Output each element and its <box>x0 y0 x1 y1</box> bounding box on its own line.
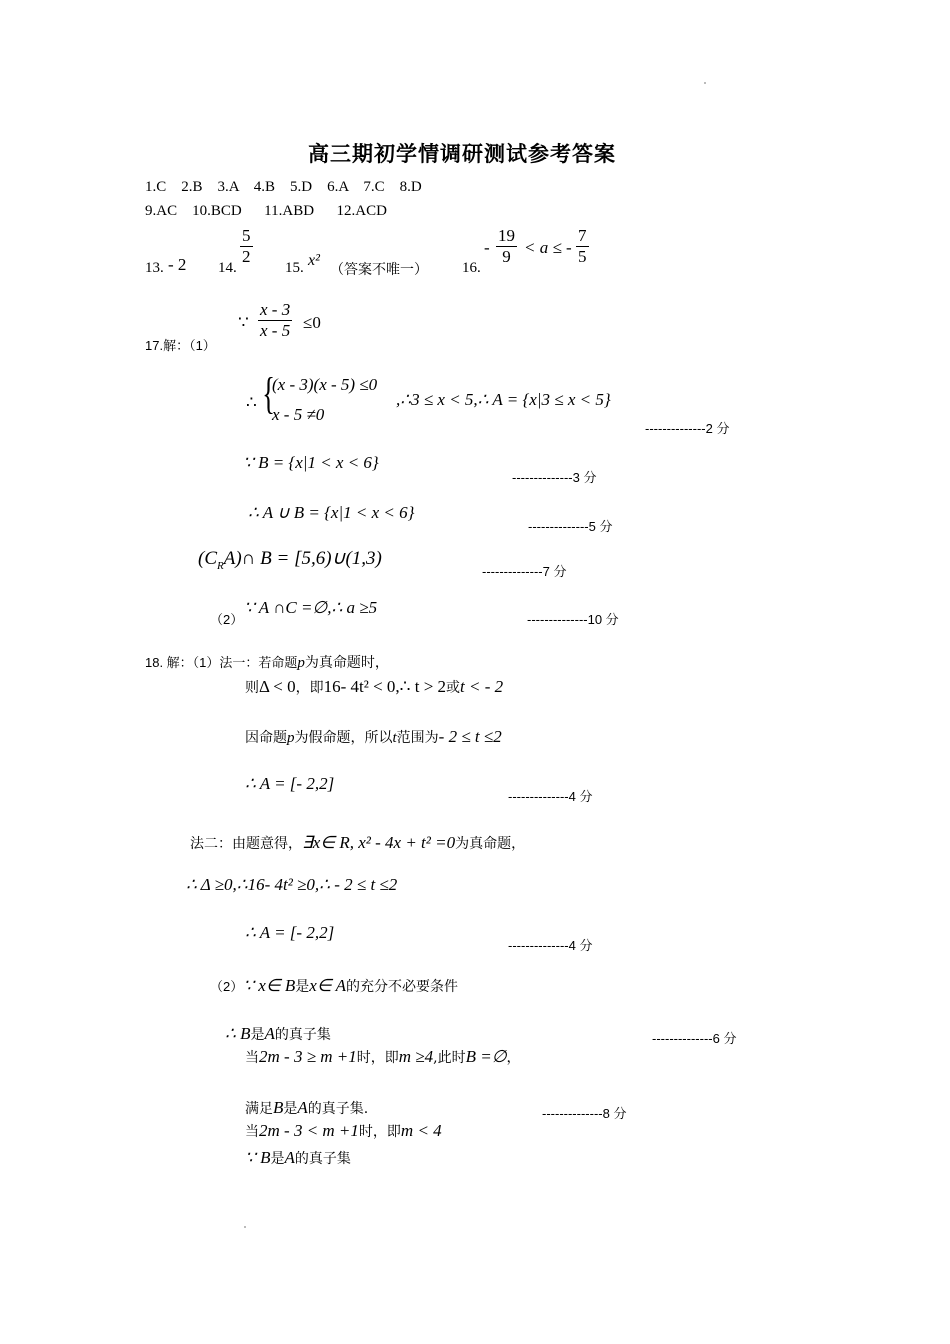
q16-middle: < a ≤ - <box>524 238 572 257</box>
q14-answer-fraction <box>240 226 253 267</box>
q18-score-2: --------------4 分 <box>508 938 593 953</box>
q18-p2-l4-c: 是 <box>283 1101 298 1117</box>
q17-complement <box>198 547 382 572</box>
q18-p2-l3-c: ,此时 <box>433 1050 466 1066</box>
q18-p2-l5-expr: 2m - 3 < m +1 <box>259 1121 359 1140</box>
q16-fraction-1 <box>496 226 517 267</box>
q18-p2-l6-d: 的真子集 <box>294 1151 351 1167</box>
page-title: 高三期初学情调研测试参考答案 <box>308 142 616 166</box>
q17-score-5: --------------10 分 <box>527 612 619 627</box>
q17-frac-tail: ≤0 <box>303 313 321 332</box>
q18-part2-line-5 <box>245 1121 442 1141</box>
q18-p: p <box>297 655 305 671</box>
q18-part2-line-2 <box>225 1024 331 1044</box>
corner-mark <box>244 1226 246 1228</box>
q18-l2-expr2: t < - 2 <box>460 677 504 696</box>
q18-l2-then: 则 <box>245 680 259 696</box>
q17-set-b: ∵ B = {x|1 < x < 6} <box>243 453 379 472</box>
q18-p2-l3-b: 时，即 <box>356 1050 399 1066</box>
q18-p2-c: x∈ A <box>309 976 346 995</box>
q18-m2-a: 法二：由题意得， <box>190 836 302 852</box>
q18-m2-b: 为真命题， <box>455 836 526 852</box>
q17-frac-denominator: x - 5 <box>260 321 291 340</box>
corner-mark <box>704 82 706 84</box>
q18-m2-expr: ∃x∈ R, x² - 4x + t² =0 <box>302 833 456 852</box>
q18-p2-d: 的充分不必要条件 <box>345 979 458 995</box>
q16-frac2-denominator: 5 <box>578 247 587 266</box>
q18-l2-delta: Δ < 0 <box>259 677 296 696</box>
q17-score-1: --------------2 分 <box>645 421 730 436</box>
q16-fraction-2 <box>576 226 589 267</box>
q17-fraction <box>258 300 292 341</box>
q17-score-4: --------------7 分 <box>482 564 567 579</box>
q15-answer: x² <box>308 252 320 269</box>
q17-compl-tail: A)∩ B = [5,6)∪(1,3) <box>223 548 382 569</box>
q18-l2-or: 或 <box>446 680 461 696</box>
q18-l3-p: p <box>287 730 295 746</box>
q18-p2-l3-expr: 2m - 3 ≥ m +1 <box>259 1047 357 1066</box>
q18-score-4: --------------8 分 <box>542 1106 627 1121</box>
q17-score-3: --------------5 分 <box>528 519 613 534</box>
q13-label: 13. <box>145 260 164 276</box>
q13-answer: - 2 <box>168 255 187 274</box>
q18-score-3: --------------6 分 <box>652 1031 737 1046</box>
q18-p2-l5-b: 时，即 <box>358 1124 401 1140</box>
q15-label: 15. <box>285 260 304 276</box>
q18-p2-l2-d: 的真子集 <box>274 1027 331 1043</box>
q18-l2-ie: ，即 <box>295 680 324 696</box>
q17-compl-sub: R <box>217 559 224 572</box>
q18-p2-l5-expr2: m < 4 <box>400 1121 442 1140</box>
q17-system-result: ,∴3 ≤ x < 5,∴ A = {x|3 ≤ x < 5} <box>396 390 611 409</box>
q18-l3-expr: - 2 ≤ t ≤2 <box>438 727 502 746</box>
q18-l3-b: 为假命题，所以 <box>294 730 393 746</box>
q17-system-line-1: (x - 3)(x - 5) ≤0 <box>272 375 378 394</box>
q18-part2-line-6 <box>245 1148 351 1168</box>
q18-p2-l6-b: 是 <box>270 1151 285 1167</box>
q15-note: （答案不唯一） <box>330 262 428 278</box>
q16-frac1-denominator: 9 <box>502 247 511 266</box>
q18-l3-a: 因命题 <box>245 730 287 746</box>
q18-part2-line-1 <box>210 976 458 996</box>
q14-numerator: 5 <box>242 226 251 245</box>
q14-denominator: 2 <box>242 247 251 266</box>
q18-line-3 <box>245 727 502 747</box>
q18-p2-l3-expr2: m ≥4 <box>398 1047 434 1066</box>
q18-part2-label: （2） <box>210 979 244 994</box>
q18-p2-l2-c: A <box>264 1024 275 1043</box>
q17-part2-label: （2） <box>210 612 244 627</box>
q17-compl-open: (C <box>198 548 217 569</box>
q18-p2-l6-a: ∵ B <box>245 1148 271 1167</box>
q17-label: 17.解：（1） <box>145 338 216 353</box>
q16-label: 16. <box>462 260 481 276</box>
q17-frac-numerator: x - 3 <box>260 300 291 319</box>
q18-p2-l3-d: ， <box>506 1050 521 1066</box>
q18-line-1 <box>145 652 389 672</box>
q18-p2-l4-a: 满足 <box>245 1101 273 1117</box>
q18-p2-l5-a: 当 <box>245 1124 259 1140</box>
q18-line-2 <box>245 677 503 697</box>
q14-label: 14. <box>218 260 237 276</box>
q18-p2-l4-e: 的真子集. <box>307 1101 369 1117</box>
q18-p2-l2-a: ∴ B <box>225 1024 251 1043</box>
q18-label: 18. 解：（1）法一：若命题 <box>145 655 298 670</box>
q18-method2-line <box>190 833 525 853</box>
q18-set-a: ∴ A = [- 2,2] <box>245 774 335 793</box>
q18-method2-set-a: ∴ A = [- 2,2] <box>245 923 335 942</box>
q17-part2-text: ∵ A ∩C =∅,∴ a ≥5 <box>244 598 378 617</box>
system-brace: { <box>262 369 275 418</box>
q18-p2-l4-b: B <box>273 1098 284 1117</box>
q18-part2-line-4 <box>245 1098 368 1118</box>
q18-p2-l3-a: 当 <box>245 1050 259 1066</box>
q17-therefore: ∴ <box>246 393 257 412</box>
q18-p2-l3-expr3: B =∅ <box>465 1047 507 1066</box>
q16-prefix: - <box>484 238 490 257</box>
q18-label-tail: 为真命题时， <box>304 655 389 671</box>
q18-p2-l4-d: A <box>297 1098 308 1117</box>
q17-system-line-2: x - 5 ≠0 <box>272 405 325 424</box>
q18-p2-b: 是 <box>295 979 310 995</box>
q16-frac2-numerator: 7 <box>578 226 587 245</box>
q18-p2-l2-b: 是 <box>250 1027 265 1043</box>
q17-union: ∴ A ∪ B = {x|1 < x < 6} <box>248 503 415 522</box>
q18-part2-line-3 <box>245 1047 521 1067</box>
q18-l2-expr: 16- 4t² < 0,∴ t > 2 <box>323 677 447 696</box>
q16-frac1-numerator: 19 <box>498 226 515 245</box>
q18-score-1: --------------4 分 <box>508 789 593 804</box>
choice-answers-line-2: 9.AC 10.BCD 11.ABD 12.ACD <box>145 203 387 219</box>
q18-l3-t: t <box>392 730 397 746</box>
q18-p2-l6-c: A <box>284 1148 295 1167</box>
q18-method2-line-2: ∴ Δ ≥0,∴16- 4t² ≥0,∴ - 2 ≤ t ≤2 <box>186 875 398 894</box>
q18-p2-a: ∵ x∈ B <box>243 976 296 995</box>
q18-l3-c: 范围为 <box>396 730 439 746</box>
q17-score-2: --------------3 分 <box>512 470 597 485</box>
q17-because: ∵ <box>238 313 249 332</box>
choice-answers-line-1: 1.C 2.B 3.A 4.B 5.D 6.A 7.C 8.D <box>145 179 422 195</box>
